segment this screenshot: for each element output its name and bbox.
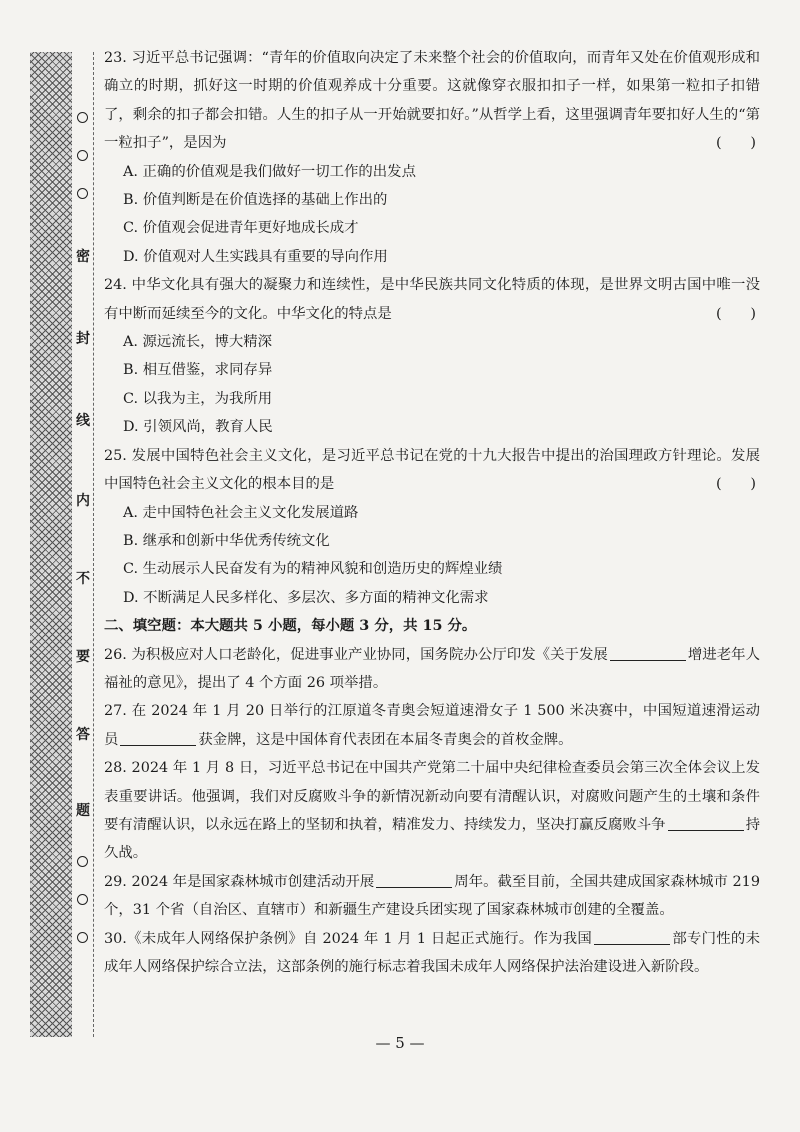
answer-blank[interactable]	[668, 814, 744, 831]
question-30	[104, 925, 760, 982]
answer-blank[interactable]	[376, 871, 452, 888]
exam-page-content	[104, 44, 760, 981]
answer-parentheses: ( )	[715, 476, 756, 493]
seal-mark: 不	[76, 571, 90, 587]
question-25	[104, 442, 760, 612]
question-28	[104, 754, 760, 868]
section-heading-fill-in: 二、填空题：本大题共 5 小题，每小题 3 分，共 15 分。	[104, 617, 477, 635]
question-stem: 27. 在 2024 年 1 月 20 日举行的江原道冬青奥会短道速滑女子 1 500 米决赛中，中国短道速滑运动员	[104, 703, 760, 748]
seal-circle-icon	[77, 894, 88, 905]
answer-blank[interactable]	[594, 928, 670, 945]
option-a: A. 走中国特色社会主义文化发展道路	[123, 504, 359, 521]
option-a: A. 源远流长，博大精深	[123, 334, 273, 351]
question-stem: 23. 习近平总书记强调：“青年的价值取向决定了未来整个社会的价值取向，而青年又处在价值观形成和确立的时期，抓好这一时期的价值观养成十分重要。这就像穿衣服扣扣子一样，如果第一粒扣子扣错了，剩余的扣子都会扣错。人生的扣子从一开始就要扣好。”从哲学上看，这里强调青年要扣好人生的“第一粒扣子”，是因为	[104, 50, 760, 152]
option-b: B. 继承和创新中华优秀传统文化	[123, 532, 330, 549]
seal-mark: 要	[76, 649, 90, 665]
question-23	[104, 44, 760, 271]
seal-mark: 密	[76, 249, 90, 265]
seal-circle-icon	[77, 856, 88, 867]
option-d: D. 不断满足人民多样化、多层次、多方面的精神文化需求	[123, 589, 489, 606]
seal-mark: 答	[76, 727, 90, 743]
question-26	[104, 641, 760, 698]
seal-column	[72, 52, 94, 1037]
question-stem: 25. 发展中国特色社会主义文化，是习近平总书记在党的十九大报告中提出的治国理政方针理论。发展中国特色社会主义文化的根本目的是	[104, 447, 760, 493]
option-d: D. 价值观对人生实践具有重要的导向作用	[123, 248, 388, 265]
seal-dashed-line	[93, 52, 94, 1037]
option-b: B. 相互借鉴，求同存异	[123, 362, 273, 379]
question-27	[104, 697, 760, 754]
seal-mark: 内	[76, 493, 90, 509]
question-stem-continued: 周年。截至目前，全国共建成国家森林城市 219 个，31 个省（自治区、直辖市）和新疆生产建设兵团实现了国家森林城市创建的全覆盖。	[104, 873, 760, 919]
answer-blank[interactable]	[610, 644, 686, 661]
option-c: C. 以我为主，为我所用	[123, 390, 273, 407]
question-stem: 24. 中华文化具有强大的凝聚力和连续性，是中华民族共同文化特质的体现，是世界文明古国中唯一没有中断而延续至今的文化。中华文化的特点是	[104, 277, 760, 322]
seal-circle-icon	[77, 150, 88, 161]
question-stem: 30.《未成年人网络保护条例》自 2024 年 1 月 1 日起正式施行。作为我国	[104, 930, 593, 947]
option-b: B. 价值判断是在价值选择的基础上作出的	[123, 192, 388, 209]
seal-mark: 封	[76, 331, 90, 347]
option-c: C. 价值观会促进青年更好地成长成才	[123, 220, 359, 237]
page-number: — 5 —	[375, 1034, 425, 1052]
question-stem-continued: 部专门性的未成年人网络保护综合立法，这部条例的施行标志着我国未成年人网络保护法治建设进入新阶段。	[104, 930, 760, 975]
question-stem: 26. 为积极应对人口老龄化，促进事业产业协同，国务院办公厅印发《关于发展	[104, 646, 608, 663]
seal-mark: 题	[76, 803, 90, 819]
question-stem-continued: 增进老年人福祉的意见》，提出了 4 个方面 26 项举措。	[104, 646, 760, 691]
question-24	[104, 271, 760, 441]
question-29	[104, 868, 760, 925]
answer-blank[interactable]	[120, 729, 196, 746]
option-c: C. 生动展示人民奋发有为的精神风貌和创造历史的辉煌业绩	[123, 561, 503, 578]
question-stem: 28. 2024 年 1 月 8 日，习近平总书记在中国共产党第二十届中央纪律检查委员会第三次全体会议上发表重要讲话。他强调，我们对反腐败斗争的新情况新动向要有清醒认识，对腐败问题产生的土壤和条件要有清醒认识，以永远在路上的坚韧和执着，精准发力、持续发力，坚决打赢反腐败斗争	[104, 760, 760, 833]
option-d: D. 引领风尚，教育人民	[123, 419, 273, 436]
answer-parentheses: ( )	[715, 305, 756, 322]
question-stem: 29. 2024 年是国家森林城市创建活动开展	[104, 873, 375, 890]
question-stem-continued: 获金牌，这是中国体育代表团在本届冬青奥会的首枚金牌。	[198, 731, 573, 748]
option-a: A. 正确的价值观是我们做好一切工作的出发点	[123, 163, 416, 180]
seal-mark: 线	[76, 413, 90, 429]
seal-circle-icon	[77, 932, 88, 943]
seal-circle-icon	[77, 112, 88, 123]
seal-circle-icon	[77, 188, 88, 199]
question-stem-continued: 持久战。	[104, 816, 760, 862]
answer-parentheses: ( )	[715, 135, 756, 152]
